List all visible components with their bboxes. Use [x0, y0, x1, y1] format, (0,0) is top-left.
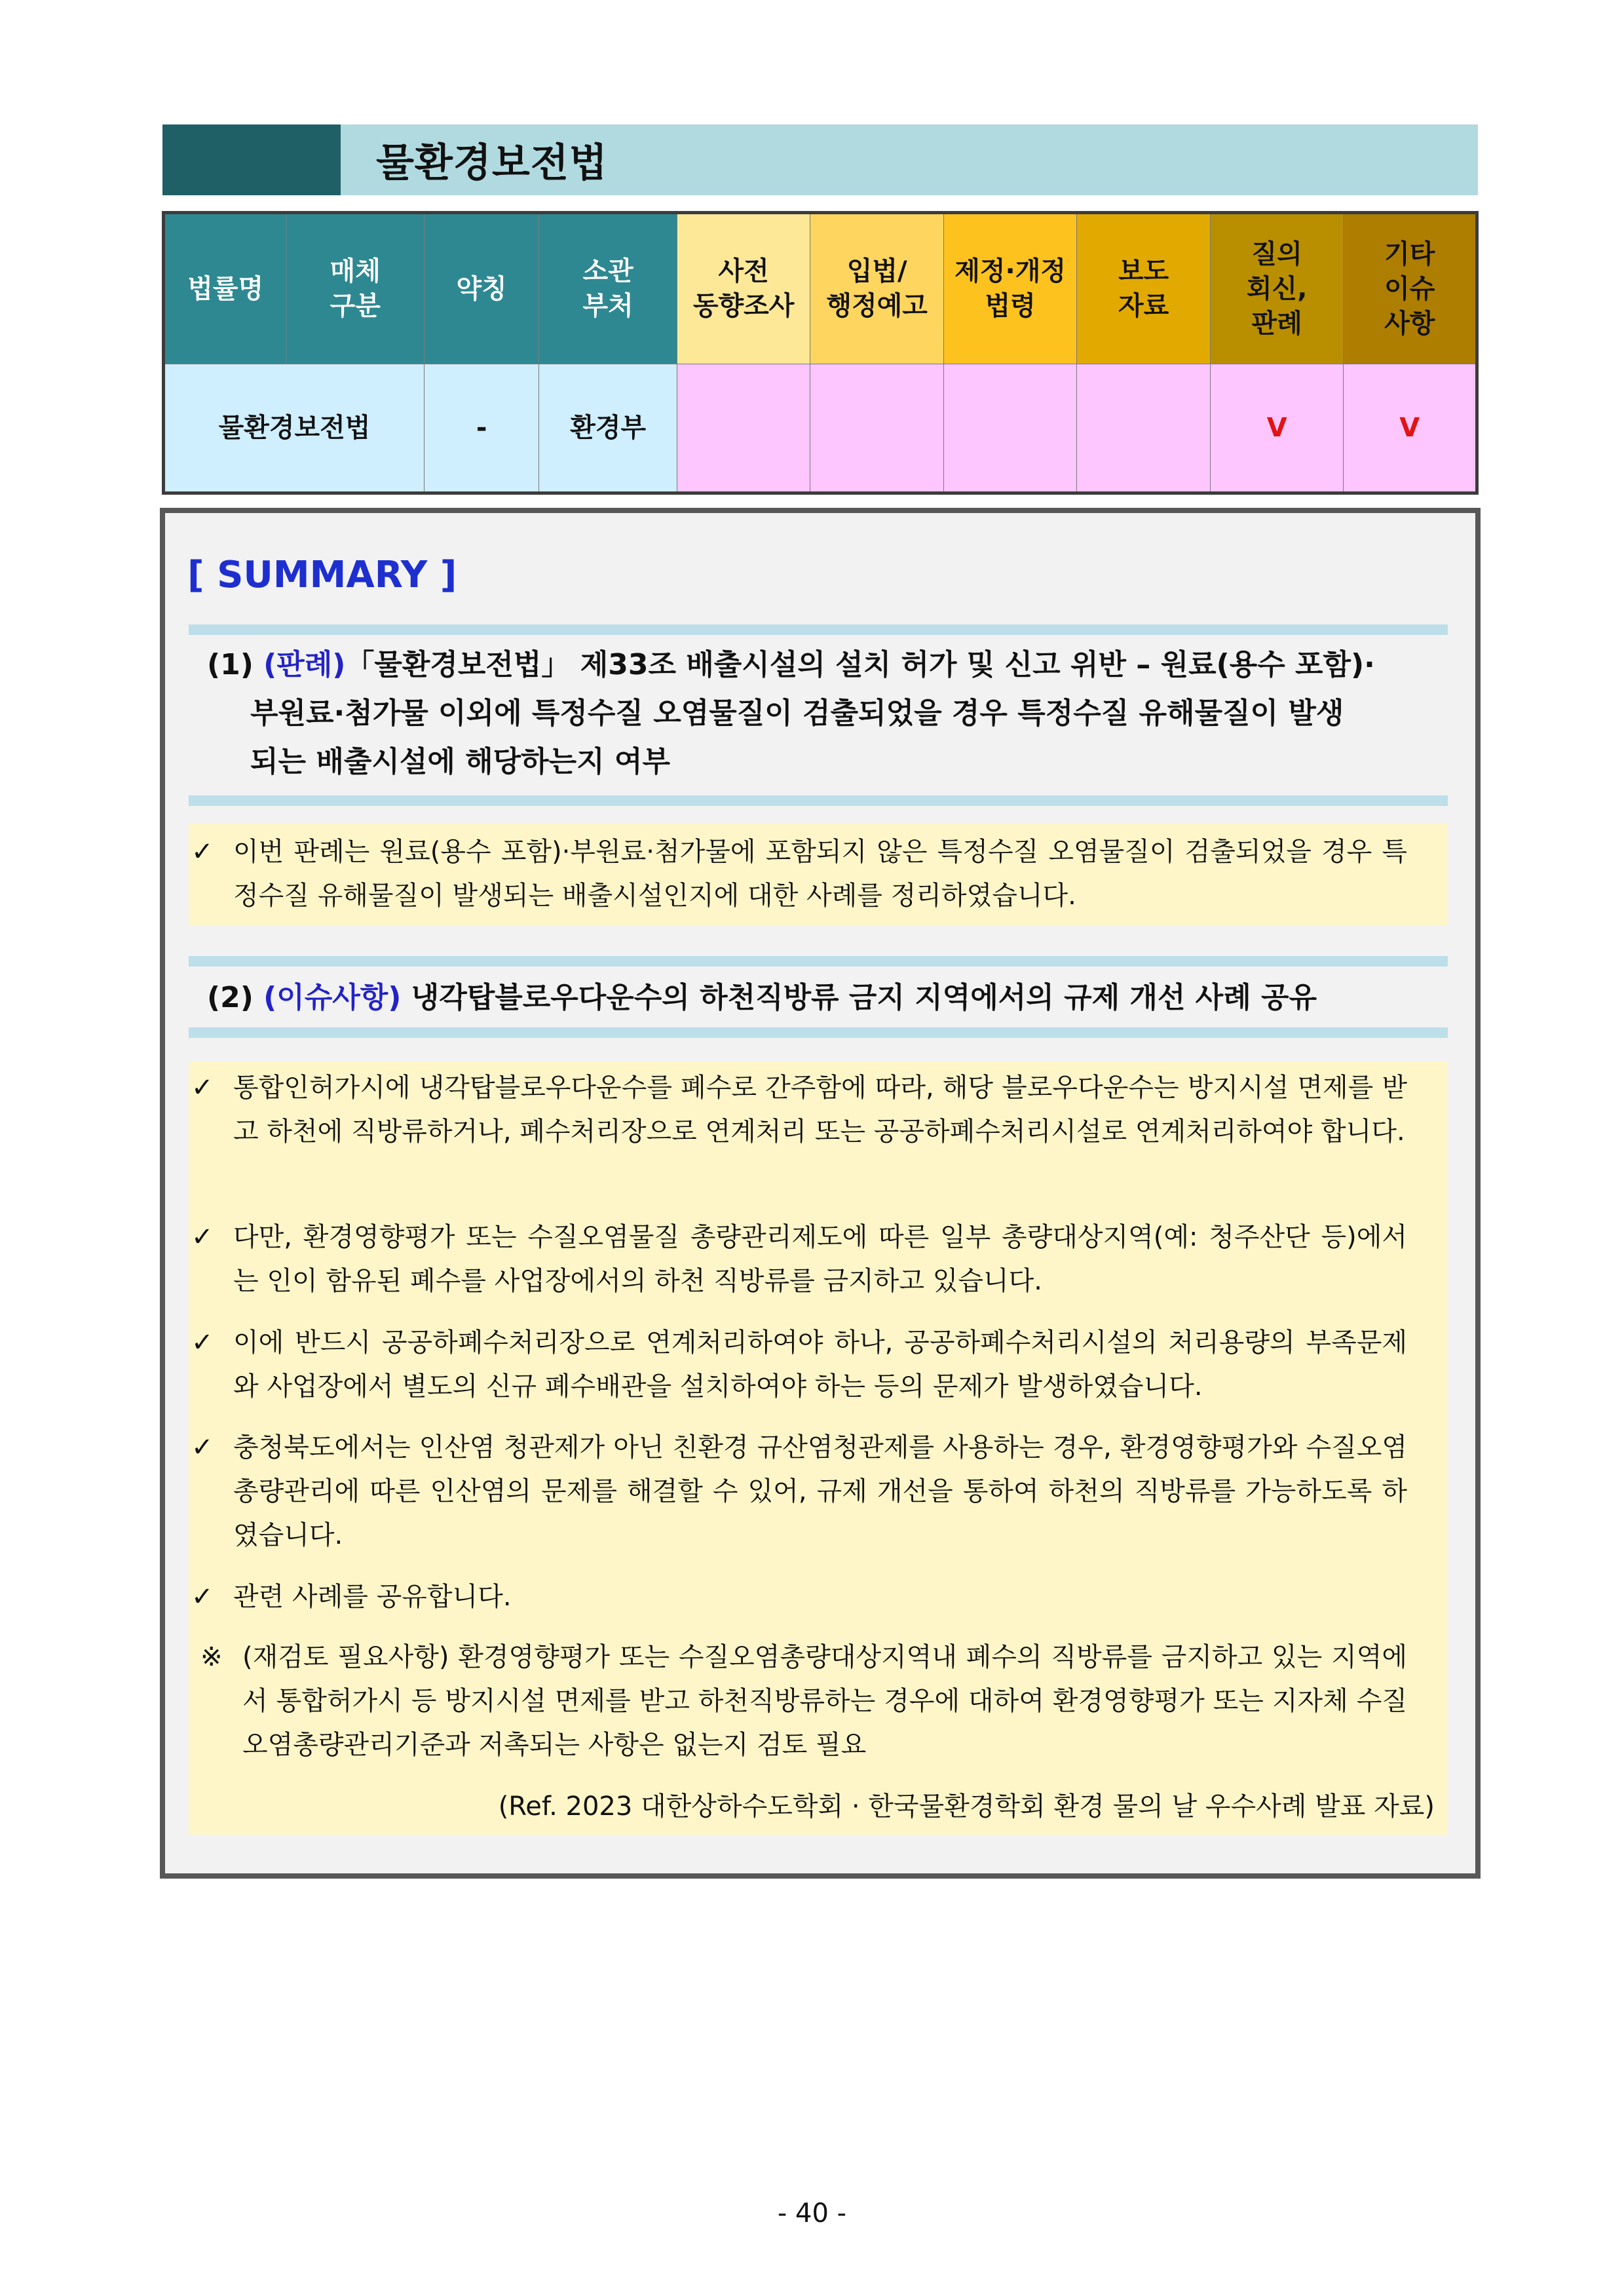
- summary-box: [160, 508, 1481, 1879]
- review-note-text: (재검토 필요사항) 환경영향평가 또는 수질오염총량대상지역내 폐수의 직방류를 금지하고 있는 지역에서 통합허가시 등 방지시설 면제를 받고 하천직방류하는 경우에 대하여 환경영향평가 또는 지자체 수질오염총량관리기준과 저촉되는 사항은 없는지 검토 필요: [242, 1642, 1407, 1760]
- item1-number: (1): [207, 648, 254, 681]
- cell-abbreviation: -: [424, 364, 538, 493]
- item1-heading-line2: 부원료·첨가물 이외에 특정수질 오염물질이 검출되었을 경우 특정수질 유해물질이 발생: [250, 697, 1344, 730]
- summary-title: [ SUMMARY ]: [187, 554, 457, 596]
- title-bar-label-area: [341, 124, 1478, 195]
- item2-bullet: [191, 1215, 1407, 1303]
- cell-legislative-notice: [810, 364, 944, 493]
- cell-law-name: 물환경보전법: [164, 364, 425, 493]
- header-law-name: 법률명: [164, 213, 286, 364]
- item2-bullet-text: 이에 반드시 공공하폐수처리장으로 연계처리하여야 하나, 공공하폐수처리시설의 처리용량의 부족문제와 사업장에서 별도의 신규 폐수배관을 설치하여야 하는 등의 문제가 발생하였습니다.: [233, 1328, 1407, 1402]
- reference-source: (Ref. 2023 대한상하수도학회 · 한국물환경학회 환경 물의 날 우수사례 발표 자료): [498, 1791, 1435, 1822]
- cell-pre-survey: [677, 364, 810, 493]
- divider-bar: [189, 795, 1448, 806]
- item1-heading: [207, 641, 1375, 786]
- item1-heading-line3: 되는 배출시설에 해당하는지 여부: [250, 745, 671, 778]
- item2-tag: (이슈사항): [263, 981, 402, 1014]
- item2-bullet-text: 통합인허가시에 냉각탑블로우다운수를 폐수로 간주함에 따라, 해당 블로우다운수는 방지시설 면제를 받고 하천에 직방류하거나, 폐수처리장으로 연계처리 또는 공공하폐수처리시설로 연계처리하여야 합니다.: [233, 1073, 1407, 1147]
- item2-bullet: [191, 1066, 1407, 1154]
- cell-qna-precedent-check: V: [1210, 364, 1344, 493]
- title-bar-accent: [162, 124, 341, 195]
- item2-bullet-text: 관련 사례를 공유합니다.: [233, 1582, 512, 1612]
- check-mark-icon: ✓: [191, 1432, 214, 1463]
- header-pre-survey: 사전 동향조사: [677, 213, 810, 364]
- header-press-release: 보도 자료: [1077, 213, 1211, 364]
- item2-bullet: [191, 1321, 1407, 1409]
- review-note: [200, 1636, 1407, 1767]
- cell-press-release: [1077, 364, 1211, 493]
- table-row: [164, 364, 1477, 493]
- check-mark-icon: ✓: [191, 1328, 214, 1358]
- item2-bullet-text: 충청북도에서는 인산염 청관제가 아닌 친환경 규산염청관제를 사용하는 경우, 환경영향평가와 수질오염총량관리에 따른 인산염의 문제를 해결할 수 있어, 규제 개선을 통하여 하천의 직방류를 가능하도록 하였습니다.: [233, 1432, 1407, 1550]
- cell-other-issues-check: V: [1344, 364, 1477, 493]
- item2-bullet: [191, 1426, 1407, 1558]
- divider-bar: [189, 624, 1448, 635]
- header-ministry: 소관 부처: [539, 213, 677, 364]
- divider-bar: [189, 956, 1448, 966]
- item1-tag: (판례): [263, 648, 346, 681]
- cell-ministry: 환경부: [539, 364, 677, 493]
- item2-heading: [207, 974, 1317, 1022]
- law-info-table: [162, 211, 1479, 495]
- divider-bar: [189, 1027, 1448, 1038]
- section-title: 물환경보전법: [376, 140, 608, 186]
- item2-bullet: [191, 1575, 1407, 1619]
- header-media-type: 매체 구분: [286, 213, 425, 364]
- item1-bullet-text: 이번 판례는 원료(용수 포함)·부원료·첨가물에 포함되지 않은 특정수질 오염물질이 검출되었을 경우 특정수질 유해물질이 발생되는 배출시설인지에 대한 사례를 정리하였습니다.: [233, 837, 1407, 911]
- cell-enacted-amended: [943, 364, 1077, 493]
- table-header-row: [164, 213, 1477, 364]
- page-number: - 40 -: [777, 2198, 847, 2229]
- header-other-issues: 기타 이슈 사항: [1344, 213, 1477, 364]
- reference-mark-icon: ※: [200, 1642, 223, 1672]
- item2-bullet-text: 다만, 환경영향평가 또는 수질오염물질 총량관리제도에 따른 일부 총량대상지역(예: 청주산단 등)에서는 인이 함유된 폐수를 사업장에서의 하천 직방류를 금지하고 있습니다.: [233, 1222, 1407, 1296]
- item1-bullet: [191, 830, 1407, 918]
- header-enacted-amended: 제정·개정 법령: [943, 213, 1077, 364]
- item2-heading-text: 냉각탑블로우다운수의 하천직방류 금지 지역에서의 규제 개선 사례 공유: [411, 981, 1317, 1014]
- check-mark-icon: ✓: [191, 1582, 214, 1612]
- section-title-bar: [162, 124, 1478, 195]
- check-mark-icon: ✓: [191, 837, 214, 867]
- header-legislative-notice: 입법/ 행정예고: [810, 213, 944, 364]
- check-mark-icon: ✓: [191, 1222, 214, 1252]
- header-abbreviation: 약칭: [424, 213, 538, 364]
- header-qna-precedent: 질의 회신, 판례: [1210, 213, 1344, 364]
- check-mark-icon: ✓: [191, 1073, 214, 1103]
- item2-number: (2): [207, 981, 254, 1014]
- item1-heading-line1: 「물환경보전법」 제33조 배출시설의 설치 허가 및 신고 위반 – 원료(용수 포함)·: [345, 648, 1375, 681]
